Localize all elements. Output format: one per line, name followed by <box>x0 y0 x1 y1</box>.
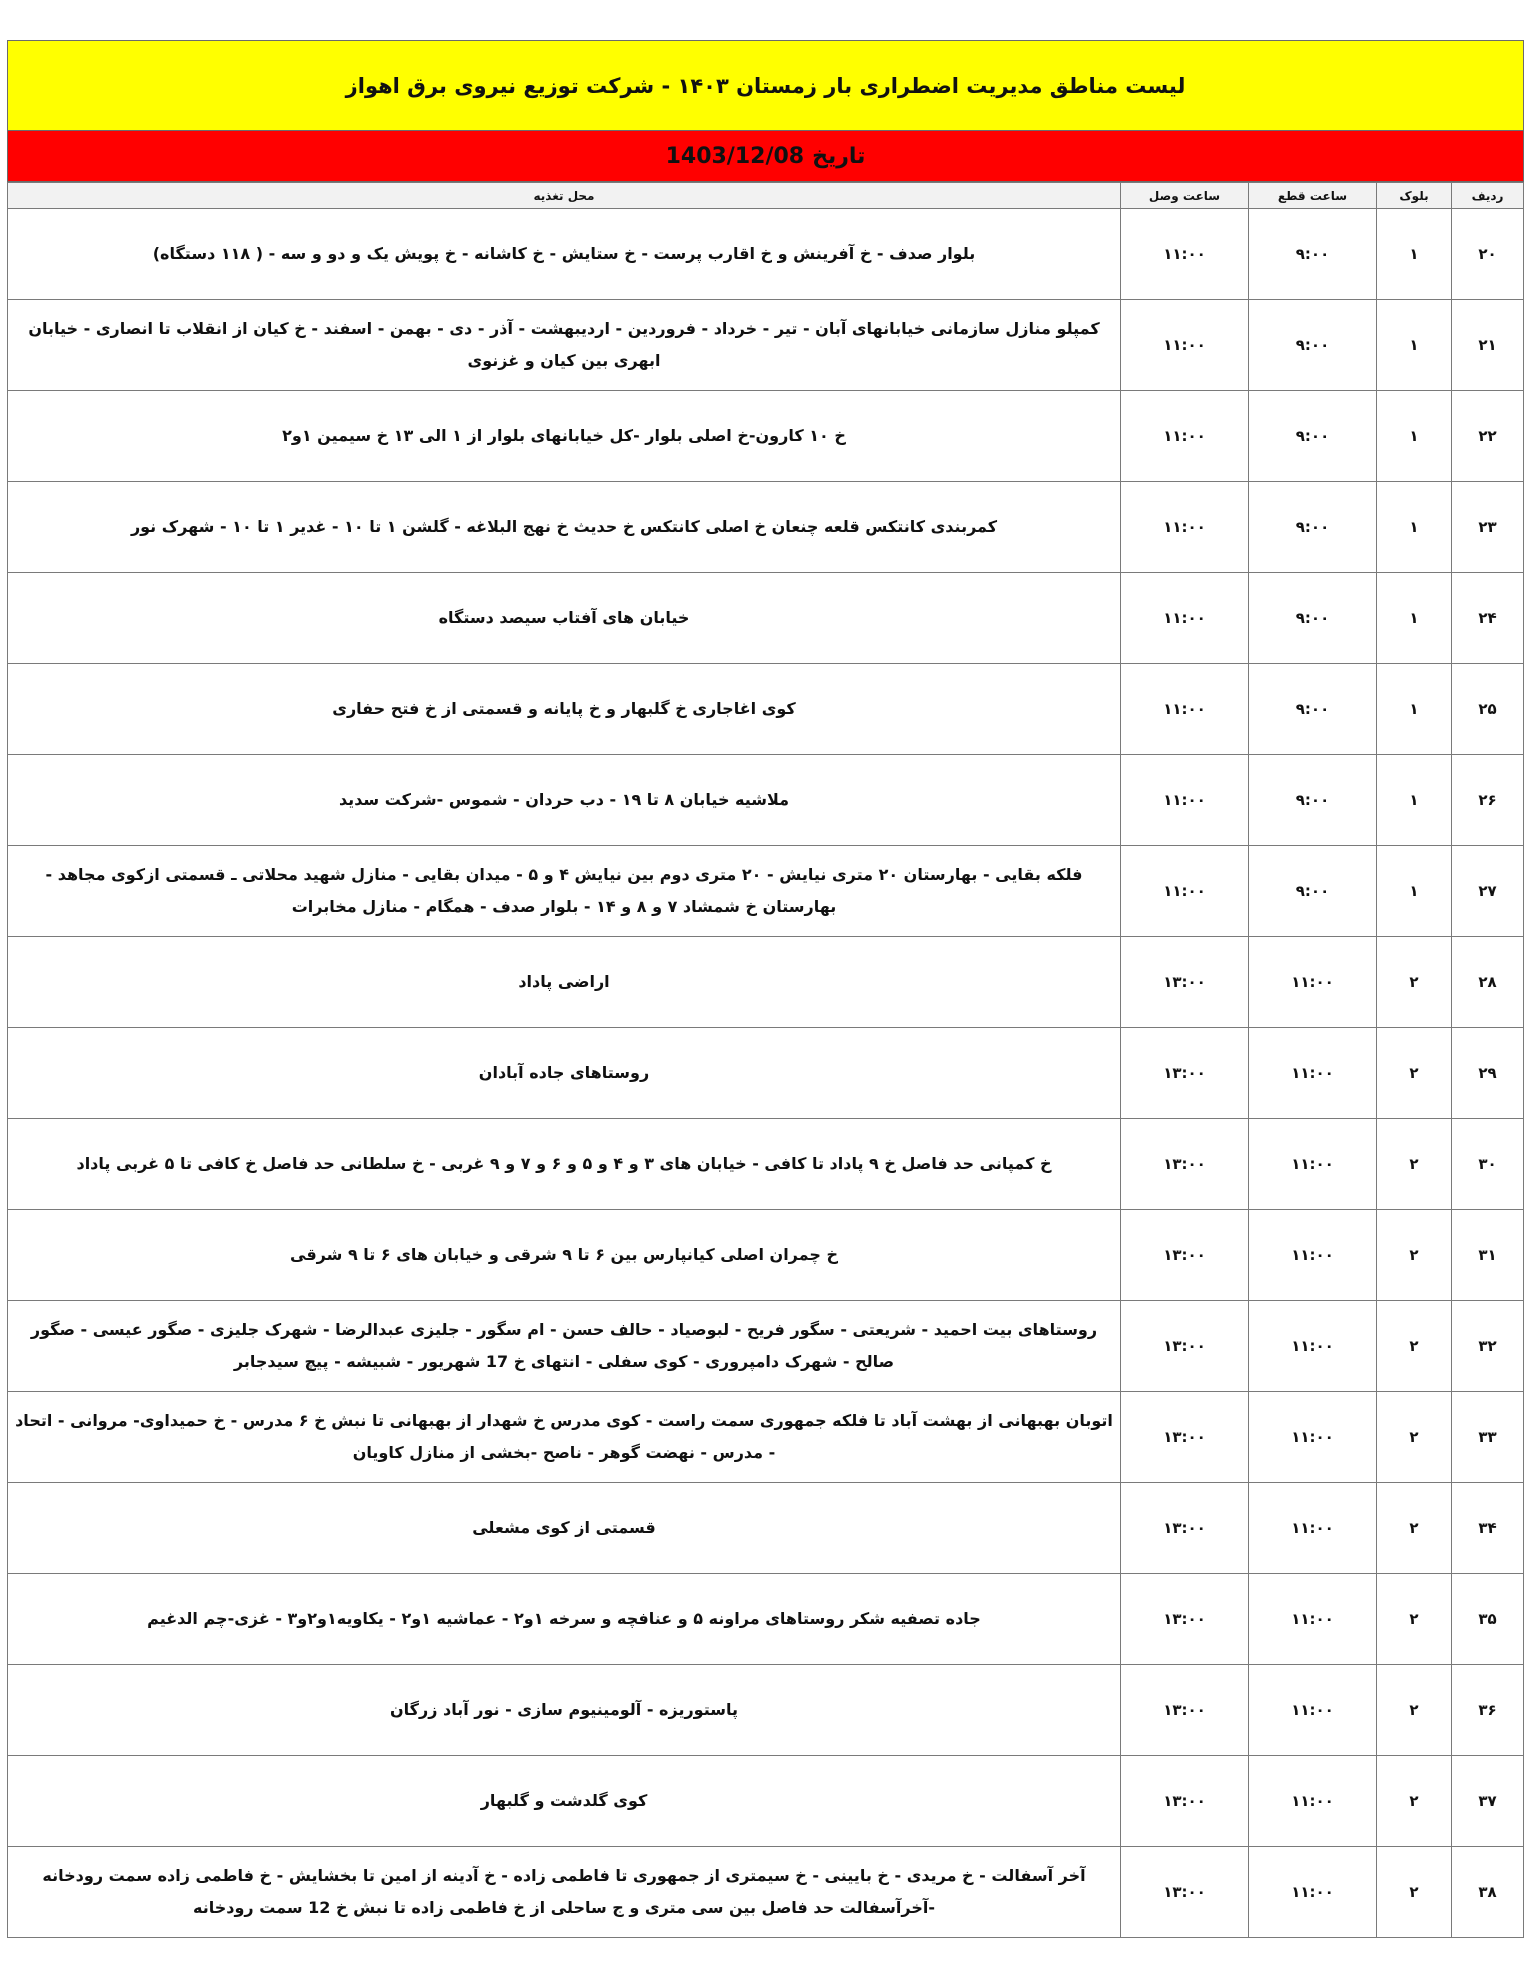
block-cell: ۲ <box>1377 1665 1452 1756</box>
block-cell: ۱ <box>1377 573 1452 664</box>
cut-time-cell: ۱۱:۰۰ <box>1249 1847 1377 1938</box>
row-number: ۲۶ <box>1452 755 1524 846</box>
connect-time-cell: ۱۳:۰۰ <box>1121 1392 1249 1483</box>
table-row <box>8 1392 1524 1483</box>
connect-time-cell: ۱۳:۰۰ <box>1121 1847 1249 1938</box>
block-cell: ۱ <box>1377 755 1452 846</box>
table-row <box>8 1119 1524 1210</box>
location-cell: جاده تصفیه شکر روستاهای مراونه ۵ و عنافچه و سرخه ۱و۲ - عماشیه ۱و۲ - یکاویه۱و۲و۳ - غزی-چم الدغیم <box>8 1574 1121 1665</box>
col-header-connect-time: ساعت وصل <box>1121 183 1249 209</box>
table-row <box>8 1665 1524 1756</box>
connect-time-cell: ۱۳:۰۰ <box>1121 1574 1249 1665</box>
row-number: ۲۳ <box>1452 482 1524 573</box>
location-cell: روستاهای جاده آبادان <box>8 1028 1121 1119</box>
row-number: ۲۹ <box>1452 1028 1524 1119</box>
table-row <box>8 1210 1524 1301</box>
cut-time-cell: ۱۱:۰۰ <box>1249 1392 1377 1483</box>
table-row <box>8 1574 1524 1665</box>
location-cell: خ ۱۰ کارون-خ اصلی بلوار -کل خیابانهای بلوار از ۱ الی ۱۳ خ سیمین ۱و۲ <box>8 391 1121 482</box>
date-banner <box>7 131 1524 182</box>
location-cell: خ چمران اصلی کیانپارس بین ۶ تا ۹ شرقی و خیابان های ۶ تا ۹ شرقی <box>8 1210 1121 1301</box>
location-cell: خ کمپانی حد فاصل خ ۹ پاداد تا کافی - خیابان های ۳ و ۴ و ۵ و ۶ و ۷ و ۹ غربی - خ سلطانی حد فاصل خ کافی تا ۵ غربی پاداد <box>8 1119 1121 1210</box>
col-header-row: ردیف <box>1452 183 1524 209</box>
block-cell: ۲ <box>1377 1756 1452 1847</box>
row-number: ۳۸ <box>1452 1847 1524 1938</box>
block-cell: ۲ <box>1377 1301 1452 1392</box>
block-cell: ۱ <box>1377 482 1452 573</box>
row-number: ۲۰ <box>1452 209 1524 300</box>
connect-time-cell: ۱۳:۰۰ <box>1121 1483 1249 1574</box>
connect-time-cell: ۱۱:۰۰ <box>1121 573 1249 664</box>
block-cell: ۲ <box>1377 1392 1452 1483</box>
location-cell: کمپلو منازل سازمانی خیابانهای آبان - تیر - خرداد - فروردین - اردیبهشت - آذر - دی - بهمن - اسفند - خ کیان از انقلاب تا انصاری - خیابان ابهری بین کیان و غزنوی <box>8 300 1121 391</box>
row-number: ۲۷ <box>1452 846 1524 937</box>
cut-time-cell: ۹:۰۰ <box>1249 391 1377 482</box>
connect-time-cell: ۱۱:۰۰ <box>1121 209 1249 300</box>
block-cell: ۲ <box>1377 1210 1452 1301</box>
row-number: ۳۲ <box>1452 1301 1524 1392</box>
cut-time-cell: ۱۱:۰۰ <box>1249 1483 1377 1574</box>
page-title <box>7 40 1524 131</box>
block-cell: ۲ <box>1377 1119 1452 1210</box>
cut-time-cell: ۹:۰۰ <box>1249 846 1377 937</box>
location-cell: روستاهای بیت احمید - شریعتی - سگور فریح - لبوصیاد - حالف حسن - ام سگور - جلیزی عبدالرضا - شهرک جلیزی - صگور عیسی - صگور صالح - شهرک دامپروری - کوی سفلی - انتهای خ 17 شهریور - شبیشه - پیچ سیدجابر <box>8 1301 1121 1392</box>
location-cell: پاستوریزه - آلومینیوم سازی - نور آباد زرگان <box>8 1665 1121 1756</box>
row-number: ۳۳ <box>1452 1392 1524 1483</box>
row-number: ۲۵ <box>1452 664 1524 755</box>
table-row <box>8 664 1524 755</box>
table-row <box>8 755 1524 846</box>
location-cell: اتوبان بهبهانی از بهشت آباد تا فلکه جمهوری سمت راست - کوی مدرس خ شهدار از بهبهانی تا نبش خ ۶ مدرس - خ حمیداوی- مروانی - اتحاد - مدرس - نهضت گوهر - ناصح -بخشی از منازل کاویان <box>8 1392 1121 1483</box>
date-label: تاریخ <box>812 143 866 169</box>
title-text: لیست مناطق مدیریت اضطراری بار زمستان ۱۴۰۳ - شرکت توزیع نیروی برق اهواز <box>345 73 1186 98</box>
block-cell: ۲ <box>1377 937 1452 1028</box>
table-row <box>8 937 1524 1028</box>
cut-time-cell: ۱۱:۰۰ <box>1249 1756 1377 1847</box>
table-row <box>8 209 1524 300</box>
block-cell: ۲ <box>1377 1483 1452 1574</box>
row-number: ۳۱ <box>1452 1210 1524 1301</box>
cut-time-cell: ۹:۰۰ <box>1249 755 1377 846</box>
table-row <box>8 573 1524 664</box>
location-cell: کوی اغاجاری خ گلبهار و خ پایانه و قسمتی از خ فتح حفاری <box>8 664 1121 755</box>
block-cell: ۱ <box>1377 209 1452 300</box>
table-row <box>8 391 1524 482</box>
connect-time-cell: ۱۱:۰۰ <box>1121 664 1249 755</box>
row-number: ۳۰ <box>1452 1119 1524 1210</box>
cut-time-cell: ۱۱:۰۰ <box>1249 1665 1377 1756</box>
location-cell: ملاشیه خیابان ۸ تا ۱۹ - دب حردان - شموس -شرکت سدید <box>8 755 1121 846</box>
col-header-location: محل تغذیه <box>8 183 1121 209</box>
block-cell: ۱ <box>1377 664 1452 755</box>
row-number: ۲۴ <box>1452 573 1524 664</box>
cut-time-cell: ۱۱:۰۰ <box>1249 1028 1377 1119</box>
date-value: 1403/12/08 <box>665 143 805 169</box>
connect-time-cell: ۱۱:۰۰ <box>1121 482 1249 573</box>
location-cell: فلکه بقایی - بهارستان ۲۰ متری نیایش - ۲۰ متری دوم بین نیایش ۴ و ۵ - میدان بقایی - منازل شهید محلاتی ـ قسمتی ازکوی مجاهد - بهارستان خ شمشاد ۷ و ۸ و ۱۴ - بلوار صدف - همگام - منازل مخابرات <box>8 846 1121 937</box>
col-header-block: بلوک <box>1377 183 1452 209</box>
table-row <box>8 1301 1524 1392</box>
location-cell: کمربندی کانتکس قلعه چنعان خ اصلی کانتکس خ حدیث خ نهج البلاغه - گلشن ۱ تا ۱۰ - غدیر ۱ تا ۱۰ - شهرک نور <box>8 482 1121 573</box>
connect-time-cell: ۱۳:۰۰ <box>1121 1119 1249 1210</box>
table-row <box>8 482 1524 573</box>
row-number: ۳۷ <box>1452 1756 1524 1847</box>
table-row <box>8 846 1524 937</box>
connect-time-cell: ۱۳:۰۰ <box>1121 1210 1249 1301</box>
connect-time-cell: ۱۳:۰۰ <box>1121 1756 1249 1847</box>
row-number: ۲۲ <box>1452 391 1524 482</box>
connect-time-cell: ۱۱:۰۰ <box>1121 391 1249 482</box>
location-cell: آخر آسفالت - خ مریدی - خ بایینی - خ سیمتری از جمهوری تا فاطمی زاده - خ آدینه از امین تا بخشایش - خ فاطمی زاده سمت رودخانه -آخرآسفالت حد فاصل بین سی متری و ج ساحلی از خ فاطمی زاده تا نبش خ 12 سمت رودخانه <box>8 1847 1121 1938</box>
block-cell: ۱ <box>1377 846 1452 937</box>
cut-time-cell: ۱۱:۰۰ <box>1249 1119 1377 1210</box>
row-number: ۲۱ <box>1452 300 1524 391</box>
cut-time-cell: ۱۱:۰۰ <box>1249 1574 1377 1665</box>
cut-time-cell: ۹:۰۰ <box>1249 573 1377 664</box>
location-cell: کوی گلدشت و گلبهار <box>8 1756 1121 1847</box>
connect-time-cell: ۱۳:۰۰ <box>1121 1665 1249 1756</box>
block-cell: ۱ <box>1377 300 1452 391</box>
cut-time-cell: ۹:۰۰ <box>1249 664 1377 755</box>
col-header-cut-time: ساعت قطع <box>1249 183 1377 209</box>
cut-time-cell: ۹:۰۰ <box>1249 209 1377 300</box>
table-row <box>8 300 1524 391</box>
connect-time-cell: ۱۳:۰۰ <box>1121 1028 1249 1119</box>
location-cell: خیابان های آفتاب سیصد دستگاه <box>8 573 1121 664</box>
table-row <box>8 1483 1524 1574</box>
table-row <box>8 1756 1524 1847</box>
cut-time-cell: ۱۱:۰۰ <box>1249 1301 1377 1392</box>
block-cell: ۱ <box>1377 391 1452 482</box>
location-cell: بلوار صدف - خ آفرینش و خ اقارب پرست - خ ستایش - خ کاشانه - خ پویش یک و دو و سه - ( ۱۱۸ دستگاه) <box>8 209 1121 300</box>
cut-time-cell: ۱۱:۰۰ <box>1249 1210 1377 1301</box>
connect-time-cell: ۱۱:۰۰ <box>1121 755 1249 846</box>
connect-time-cell: ۱۳:۰۰ <box>1121 1301 1249 1392</box>
table-row <box>8 1028 1524 1119</box>
block-cell: ۲ <box>1377 1847 1452 1938</box>
location-cell: قسمتی از کوی مشعلی <box>8 1483 1121 1574</box>
connect-time-cell: ۱۳:۰۰ <box>1121 937 1249 1028</box>
location-cell: اراضی پاداد <box>8 937 1121 1028</box>
block-cell: ۲ <box>1377 1028 1452 1119</box>
table-row <box>8 1847 1524 1938</box>
row-number: ۳۵ <box>1452 1574 1524 1665</box>
connect-time-cell: ۱۱:۰۰ <box>1121 300 1249 391</box>
row-number: ۲۸ <box>1452 937 1524 1028</box>
outage-schedule-sheet <box>7 40 1524 1938</box>
cut-time-cell: ۹:۰۰ <box>1249 482 1377 573</box>
cut-time-cell: ۱۱:۰۰ <box>1249 937 1377 1028</box>
row-number: ۳۴ <box>1452 1483 1524 1574</box>
cut-time-cell: ۹:۰۰ <box>1249 300 1377 391</box>
schedule-table <box>7 182 1524 1938</box>
row-number: ۳۶ <box>1452 1665 1524 1756</box>
table-header-row <box>8 183 1524 209</box>
connect-time-cell: ۱۱:۰۰ <box>1121 846 1249 937</box>
block-cell: ۲ <box>1377 1574 1452 1665</box>
